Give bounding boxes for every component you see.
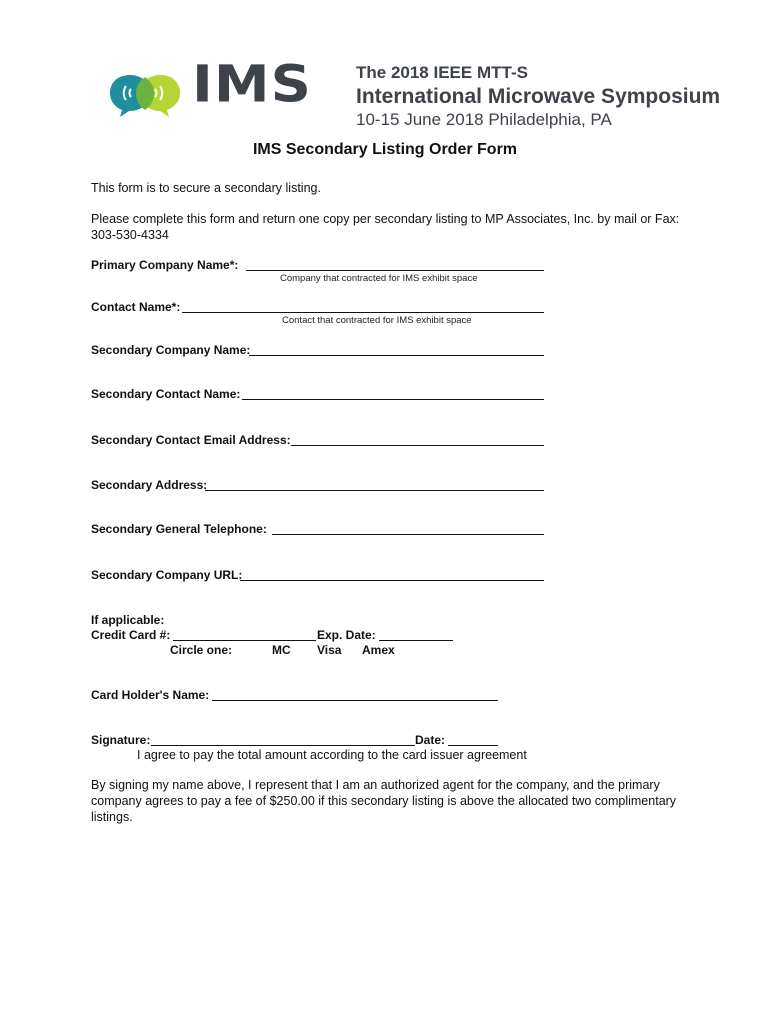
ims-logo-text: IMS	[192, 55, 312, 114]
exp-date-label: Exp. Date:	[317, 628, 376, 642]
card-holder-field[interactable]	[212, 688, 498, 701]
secondary-address-label: Secondary Address:	[91, 478, 208, 492]
ims-logo-bubbles-icon	[108, 72, 188, 118]
secondary-address-field[interactable]	[205, 478, 544, 491]
secondary-email-label: Secondary Contact Email Address:	[91, 433, 291, 447]
circle-one-label: Circle one:	[170, 643, 233, 657]
date-field[interactable]	[448, 733, 498, 746]
primary-company-hint: Company that contracted for IMS exhibit space	[280, 273, 478, 284]
credit-card-label: Credit Card #:	[91, 628, 171, 642]
card-option-mc[interactable]: MC	[272, 643, 291, 657]
card-option-amex[interactable]: Amex	[362, 643, 395, 657]
contact-name-hint: Contact that contracted for IMS exhibit space	[282, 315, 472, 326]
secondary-company-field[interactable]	[249, 343, 544, 356]
event-name: International Microwave Symposium	[356, 85, 721, 108]
secondary-phone-field[interactable]	[272, 522, 544, 535]
event-subtitle: The 2018 IEEE MTT-S	[356, 63, 528, 82]
card-holder-label: Card Holder's Name:	[91, 688, 210, 702]
secondary-url-label: Secondary Company URL:	[91, 568, 243, 582]
date-label: Date:	[415, 733, 446, 747]
closing-statement: By signing my name above, I represent that I am an authorized agent for the company, and the primary company agrees to pay a fee of $250.00 if this secondary listing is above the allocated two complimentary listings.	[91, 778, 677, 824]
credit-card-field[interactable]	[173, 628, 316, 641]
if-applicable-label: If applicable:	[91, 613, 165, 627]
contact-name-label: Contact Name*:	[91, 300, 181, 314]
event-date-location: 10-15 June 2018 Philadelphia, PA	[356, 110, 612, 129]
secondary-phone-label: Secondary General Telephone:	[91, 522, 267, 536]
contact-name-field[interactable]	[182, 300, 544, 313]
secondary-contact-label: Secondary Contact Name:	[91, 387, 241, 401]
secondary-contact-field[interactable]	[242, 387, 544, 400]
signature-field[interactable]	[151, 733, 415, 746]
exp-date-field[interactable]	[379, 628, 453, 641]
signature-label: Signature:	[91, 733, 151, 747]
card-option-visa[interactable]: Visa	[317, 643, 342, 657]
page-title: IMS Secondary Listing Order Form	[252, 141, 518, 158]
instructions-text: Please complete this form and return one copy per secondary listing to MP Associates, Inc. by mail or Fax: 303-530-4334	[91, 212, 680, 242]
intro-text: This form is to secure a secondary listing.	[91, 181, 321, 195]
primary-company-label: Primary Company Name*:	[91, 258, 239, 272]
secondary-company-label: Secondary Company Name:	[91, 343, 251, 357]
secondary-url-field[interactable]	[240, 568, 544, 581]
primary-company-field[interactable]	[246, 258, 544, 271]
secondary-email-field[interactable]	[291, 433, 544, 446]
agreement-text: I agree to pay the total amount according to the card issuer agreement	[137, 748, 527, 762]
